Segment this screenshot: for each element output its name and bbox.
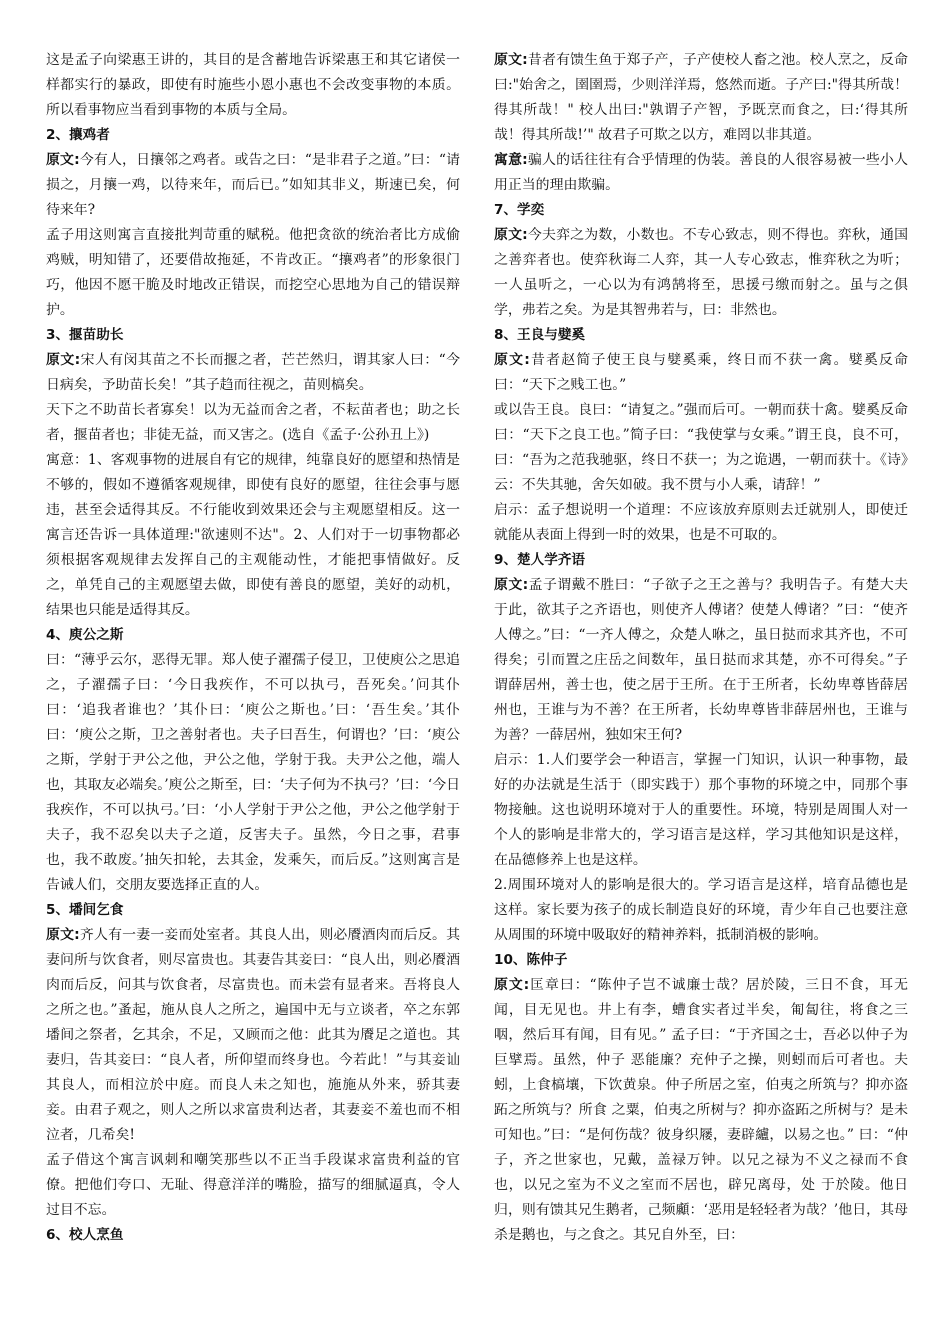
paragraph	[46, 48, 460, 123]
section-heading	[494, 198, 908, 223]
paragraph-text: 寓意：1、客观事物的进展自有它的规律，纯靠良好的愿望和热情是不够的，假如不遵循客观规律，即使有良好的愿望，往往会事与愿违，甚至会适得其反。不行能收到效果还会与主观愿望相反。这一寓言还告诉一具体道理:"欲速则不达"。2、人们对于一切事物都必须根据客观规律去发挥自己的主观能动性，才能把事情做好。反之，单凭自己的主观愿望去做，即使有善良的愿望，美好的动机，结果也只能是适得其反。	[46, 452, 460, 618]
paragraph	[46, 448, 460, 623]
paragraph-label: 原文:	[494, 577, 529, 593]
paragraph-label: 寓意:	[494, 152, 528, 168]
paragraph	[46, 148, 460, 223]
paragraph-text: 昔者有馈生鱼于郑子产，子产使校人畜之池。校人烹之，反命曰:"始舍之，圉圉焉，少则洋洋焉，悠然而逝。子产曰:"得其所哉！得其所哉！" 校人出曰:"孰谓子产智，予既烹而食之，曰:‘得其所哉！得其所哉!’" 故君子可欺之以方，难罔以非其道。	[494, 52, 908, 143]
paragraph-label: 原文:	[494, 227, 528, 243]
heading-text: 7、学奕	[494, 202, 545, 218]
paragraph-text: 骗人的话往往有合乎情理的伪装。善良的人很容易被一些小人用正当的理由欺骗。	[494, 152, 908, 193]
paragraph-text: 孟子借这个寓言讽刺和嘲笑那些以不正当手段谋求富贵利益的官僚。把他们夸口、无耻、得意洋洋的嘴脸，描写的细腻逼真，令人过目不忘。	[46, 1152, 460, 1218]
paragraph	[46, 223, 460, 323]
paragraph-label: 原文:	[46, 352, 81, 368]
paragraph	[494, 498, 908, 548]
paragraph-text: 齐人有一妻一妾而处室者。其良人出，则必餍酒肉而后反。其妻问所与饮食者，则尽富贵也。其妻告其妾曰：“良人出，则必餍酒肉而后反，问其与饮食者，尽富贵也。而未尝有显者来。吾将良人之所之也。”蚤起，施从良人之所之，遍国中无与立谈者，卒之东郭墦间之祭者，乞其余，不足，又顾而之他：此其为餍足之道也。其妻归，告其妾曰：“良人者，所仰望而终身也。今若此！”与其妾讪其良人，而相泣於中庭。而良人未之知也，施施从外来，骄其妻妾。由君子观之，则人之所以求富贵利达者，其妻妾不羞也而不相泣者，几希矣!	[46, 927, 460, 1143]
paragraph-text: 启示：孟子想说明一个道理：不应该放弃原则去迁就别人，即使迁就能从表面上得到一时的效果，也是不可取的。	[494, 502, 908, 543]
paragraph-text: 宋人有闵其苗之不长而揠之者，芒芒然归，谓其家人曰：“今日病矣，予助苗长矣！”其子趋而往视之，苗则槁矣。	[46, 352, 460, 393]
section-heading	[494, 548, 908, 573]
paragraph	[494, 573, 908, 748]
paragraph	[494, 973, 908, 1248]
section-heading	[46, 123, 460, 148]
paragraph-text: 孟子谓戴不胜曰：“子欲子之王之善与？我明告子。有楚大夫于此，欲其子之齐语也，则使齐人傅诸？使楚人傅诸？”曰：“使齐人傅之。”曰：“一齐人傅之，众楚人咻之，虽日挞而求其齐也，不可得矣；引而置之庄岳之间数年，虽日挞而求其楚，亦不可得矣。”子谓薛居州，善士也，使之居于王所。在于王所者，长幼卑尊皆薛居州也，王谁与为不善？在王所者，长幼卑尊皆非薛居州也，王谁与为善？一薛居州，独如宋王何?	[494, 577, 908, 743]
section-heading	[46, 323, 460, 348]
section-heading	[46, 623, 460, 648]
paragraph	[46, 348, 460, 398]
section-heading	[46, 898, 460, 923]
heading-text: 3、揠苗助长	[46, 327, 124, 343]
heading-text: 6、校人烹鱼	[46, 1227, 124, 1243]
paragraph-text: 今有人，日攘邻之鸡者。或告之曰：“是非君子之道。”曰：“请损之，月攘一鸡，以待来年，而后已。”如知其非义，斯速已矣，何待来年?	[46, 152, 460, 218]
paragraph	[494, 223, 908, 323]
paragraph	[494, 748, 908, 873]
paragraph	[46, 923, 460, 1148]
paragraph-label: 原文:	[494, 52, 528, 68]
paragraph-text: 昔者赵简子使王良与嬖奚乘，终日而不获一禽。嬖奚反命曰：“天下之贱工也。”	[494, 352, 908, 393]
paragraph	[494, 873, 908, 948]
section-heading	[46, 1223, 460, 1248]
paragraph	[494, 348, 908, 398]
heading-text: 5、墦间乞食	[46, 902, 124, 918]
paragraph	[494, 148, 908, 198]
paragraph	[494, 398, 908, 498]
heading-text: 10、陈仲子	[494, 952, 568, 968]
paragraph-text: 天下之不助苗长者寡矣！以为无益而舍之者，不耘苗者也；助之长者，揠苗者也；非徒无益，而又害之。(选自《孟子·公孙丑上》)	[46, 402, 460, 443]
section-heading	[494, 948, 908, 973]
section-heading	[494, 323, 908, 348]
paragraph	[46, 648, 460, 898]
heading-text: 9、楚人学齐语	[494, 552, 586, 568]
paragraph-text: 启示：1.人们要学会一种语言，掌握一门知识，认识一种事物，最好的办法就是生活于（即实践于）那个事物的环境之中，同那个事物接触。这也说明环境对于人的重要性。环境，特别是周围人对一个人的影响是非常大的，学习语言是这样，学习其他知识是这样，在品德修养上也是这样。	[494, 752, 908, 868]
paragraph-text: 2.周围环境对人的影响是很大的。学习语言是这样，培育品德也是这样。家长要为孩子的成长制造良好的环境，青少年自己也要注意从周围的环境中吸取好的精神养料，抵制消极的影响。	[494, 877, 908, 943]
paragraph	[46, 398, 460, 448]
paragraph-text: 孟子用这则寓言直接批判苛重的赋税。他把贪欲的统治者比方成偷鸡贼，明知错了，还要借故拖延，不肯改正。“攘鸡者”的形象很门巧，他因不愿干脆及时地改正错误，而挖空心思地为自己的错误辩护。	[46, 227, 460, 318]
paragraph-label: 原文:	[46, 152, 80, 168]
left-column	[46, 48, 460, 1248]
paragraph-text: 曰：“薄乎云尔，恶得无罪。郑人使子濯孺子侵卫，卫使庾公之思追之，子濯孺子曰：‘今日我疾作，不可以执弓，吾死矣。’问其仆曰：‘追我者谁也？’其仆曰：‘庾公之斯也。’曰：‘吾生矣。’其仆曰：‘庾公之斯，卫之善射者也。夫子曰吾生，何谓也？’曰：‘庾公之斯，学射于尹公之他，尹公之他，学射于我。夫尹公之他，端人也，其取友必端矣。’庾公之斯至，曰：‘夫子何为不执弓？’曰：‘今日我疾作，不可以执弓。’曰：‘小人学射于尹公之他，尹公之他学射于夫子，我不忍矣以夫子之道，反害夫子。虽然，今日之事，君事也，我不敢废。’抽矢扣轮，去其金，发乘矢，而后反。”这则寓言是告诫人们，交朋友要选择正直的人。	[46, 652, 460, 893]
paragraph-text: 今夫弈之为数，小数也。不专心致志，则不得也。弈秋，通国之善弈者也。使弈秋诲二人弈，其一人专心致志，惟弈秋之为听；一人虽听之，一心以为有鸿鹄将至，思援弓缴而射之。虽与之俱学，弗若之矣。为是其智弗若与，曰：非然也。	[494, 227, 908, 318]
heading-text: 4、庾公之斯	[46, 627, 124, 643]
paragraph-label: 原文:	[46, 927, 80, 943]
paragraph-label: 原文:	[494, 352, 530, 368]
heading-text: 2、攘鸡者	[46, 127, 110, 143]
right-column	[494, 48, 908, 1248]
paragraph-text: 匡章曰：“陈仲子岂不诚廉士哉？居於陵，三日不食，耳无闻，目无见也。井上有李，螬食实者过半矣，匍匐往，将食之三咽，然后耳有闻，目有见。” 孟子曰：“于齐国之士，吾必以仲子为巨擘焉。虽然，仲子 恶能廉？充仲子之操，则蚓而后可者也。夫蚓，上食槁壤，下饮黄泉。仲子所居之室，伯夷之所筑与？抑亦盗跖之所筑与？所食 之粟，伯夷之所树与？抑亦盗跖之所树与？是未可知也。”曰：“是何伤哉？彼身织屦，妻辟纑，以易之也。” 曰：“仲子，齐之世家也，兄戴，盖禄万钟。以兄之禄为不义之禄而不食也，以兄之室为不义之室而不居也，辟兄离母，处 于於陵。他日归，则有馈其兄生鹅者，己频顣：‘恶用是轻轻者为哉？’他日，其母杀是鹅也，与之食之。其兄自外至，曰：	[494, 977, 908, 1243]
paragraph	[46, 1148, 460, 1223]
paragraph-text: 这是孟子向梁惠王讲的，其目的是含蓄地告诉梁惠王和其它诸侯一样都实行的暴政，即使有时施些小恩小惠也不会改变事物的本质。所以看事物应当看到事物的本质与全局。	[46, 52, 460, 118]
paragraph-label: 原文:	[494, 977, 530, 993]
heading-text: 8、王良与嬖奚	[494, 327, 586, 343]
paragraph	[494, 48, 908, 148]
paragraph-text: 或以告王良。良曰：“请复之。”强而后可。一朝而获十禽。嬖奚反命曰：“天下之良工也。”简子曰：“我使掌与女乘。”谓王良，良不可，曰：“吾为之范我驰驱，终日不获一；为之诡遇，一朝而获十。《诗》云：不失其驰，舍矢如破。我不贯与小人乘，请辞！”	[494, 402, 908, 493]
